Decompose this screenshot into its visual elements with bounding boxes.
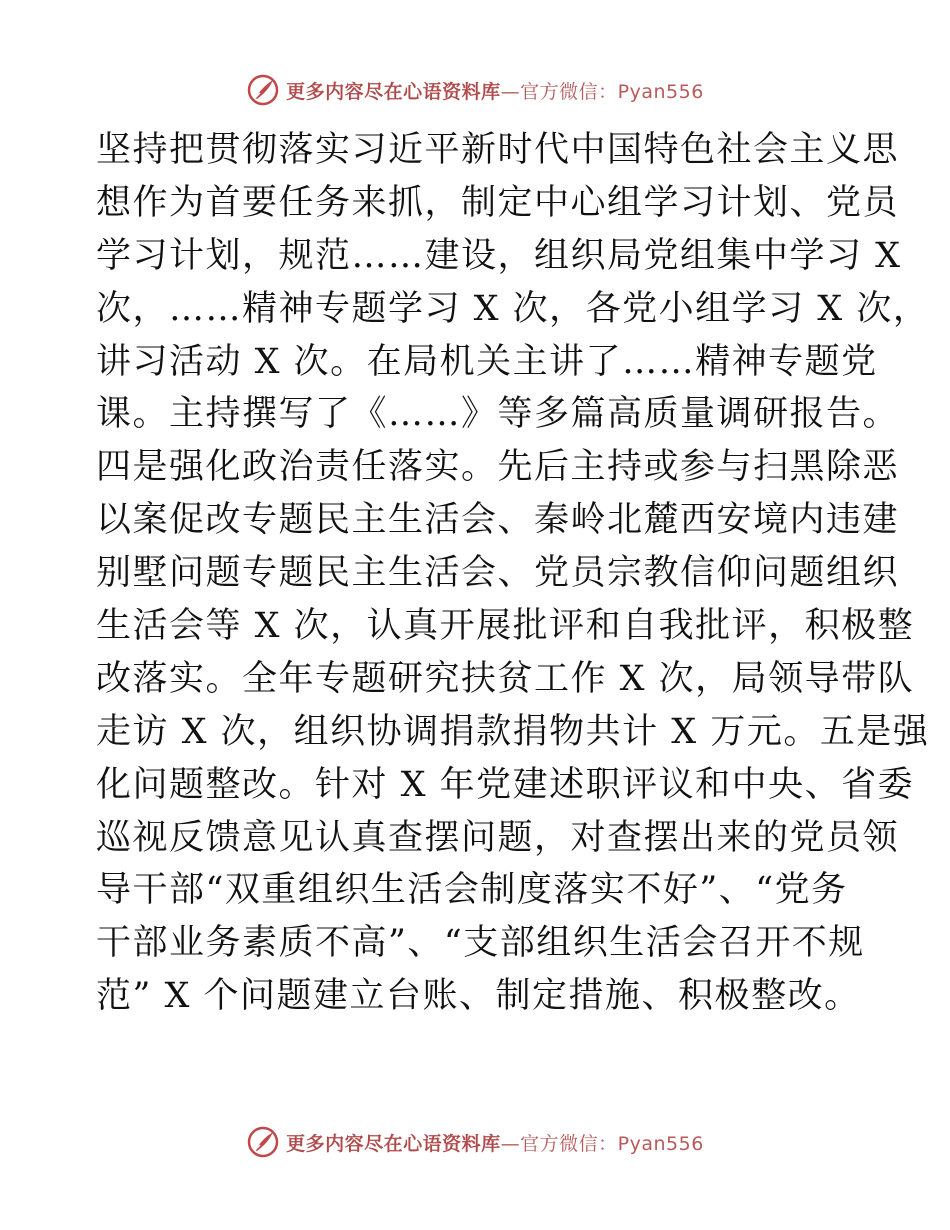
body-line-7: 四是强化政治责任落实。先后主持或参与扫黑除恶 [96, 447, 900, 488]
quill-logo-icon [246, 1125, 280, 1159]
body-line-11: 改落实。全年专题研究扶贫工作 X 次，局领导带队 [96, 658, 915, 699]
footer-text [286, 1129, 704, 1156]
body-line-9: 别墅问题专题民主生活会、党员宗教信仰问题组织 [96, 553, 900, 594]
footer-banner [0, 1122, 950, 1162]
body-line-10: 生活会等 X 次，认真开展批评和自我批评，积极整 [96, 606, 915, 647]
body-line-5: 讲习活动 X 次。在局机关主讲了……精神专题党 [96, 341, 878, 382]
header-contact: 官方微信：Pyan556 [520, 80, 704, 103]
body-line-8: 以案促改专题民主生活会、秦岭北麓西安境内违建 [96, 500, 900, 541]
document-body [96, 124, 930, 1023]
body-line-3: 学习计划，规范……建设，组织局党组集中学习 X [96, 235, 902, 276]
quill-logo-icon [246, 73, 280, 107]
footer-contact: 官方微信：Pyan556 [520, 1132, 704, 1155]
body-line-14: 巡视反馈意见认真查摆问题，对查摆出来的党员领 [96, 817, 900, 858]
header-banner [0, 70, 950, 110]
header-text [286, 77, 704, 104]
body-line-13: 化问题整改。针对 X 年党建述职评议和中央、省委 [96, 764, 915, 805]
body-line-6: 课。主持撰写了《……》等多篇高质量调研报告。 [96, 394, 900, 435]
header-separator: — [500, 80, 521, 103]
body-line-4: 次，……精神专题学习 X 次，各党小组学习 X 次， [96, 288, 930, 329]
footer-banner-inner [246, 1125, 704, 1159]
footer-separator: — [500, 1132, 521, 1155]
body-line-2: 想作为首要任务来抓，制定中心组学习计划、党员 [96, 182, 900, 223]
header-banner-inner [246, 73, 704, 107]
footer-brand: 更多内容尽在心语资料库 [286, 1132, 501, 1155]
body-line-16: 干部业务素质不高”、“支部组织生活会召开不规 [96, 923, 865, 964]
header-brand: 更多内容尽在心语资料库 [286, 80, 501, 103]
body-line-12: 走访 X 次，组织协调捐款捐物共计 X 万元。五是强 [96, 711, 930, 752]
body-line-1: 坚持把贯彻落实习近平新时代中国特色社会主义思 [96, 130, 900, 170]
body-line-15: 导干部“双重组织生活会制度落实不好”、“党务 [96, 870, 848, 911]
body-line-17: 范” X 个问题建立台账、制定措施、积极整改。 [96, 976, 861, 1017]
